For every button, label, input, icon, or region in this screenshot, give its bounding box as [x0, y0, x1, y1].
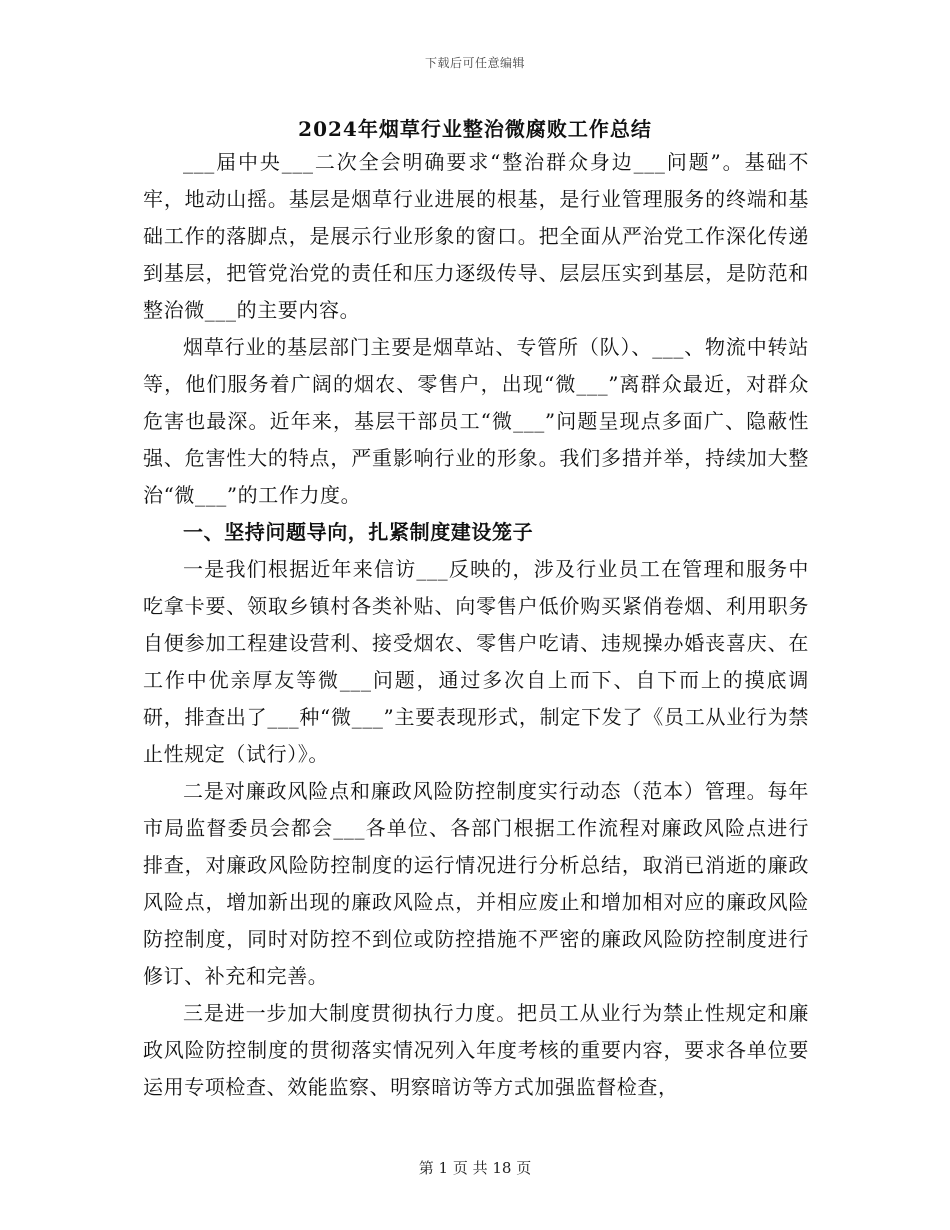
section-heading: 一、坚持问题导向，扎紧制度建设笼子 [183, 520, 534, 544]
paragraph-section-2: 二是对廉政风险点和廉政风险防控制度实行动态（范本）管理。每年市局监督委员会都会___各单位、各部门根据工作流程对廉政风险点进行排查，对廉政风险防控制度的运行情况进行分析总结，取消已消逝的廉政风险点，增加新出现的廉政风险点，并相应废止和增加相对应的廉政风险防控制度，同时对防控不到位或防控措施不严密的廉政风险防控制度进行修订、补充和完善。 [143, 779, 809, 988]
page-footer: 第 1 页 共 18 页 [418, 1159, 532, 1177]
paragraph-intro-1: ___届中央___二次全会明确要求“整治群众身边___问题”。基础不牢，地动山摇。基层是烟草行业进展的根基，是行业管理服务的终端和基础工作的落脚点，是展示行业形象的窗口。把全面从严治党工作深化传递到基层，把管党治党的责任和压力逐级传导、层层压实到基层，是防范和整治微___的主要内容。 [143, 150, 809, 322]
paragraph-intro-2: 烟草行业的基层部门主要是烟草站、专管所（队）、___、物流中转站等，他们服务着广阔的烟农、零售户，出现“微___”离群众最近，对群众危害也最深。近年来，基层干部员工“微___”问题呈现点多面广、隐蔽性强、危害性大的特点，严重影响行业的形象。我们多措并举，持续加大整治“微___”的工作力度。 [143, 335, 809, 507]
header-note: 下载后可任意编辑 [424, 56, 525, 70]
document-body [143, 144, 809, 1106]
paragraph-section-1: 一是我们根据近年来信访___反映的，涉及行业员工在管理和服务中吃拿卡要、领取乡镇村各类补贴、向零售户低价购买紧俏卷烟、利用职务自便参加工程建设营利、接受烟农、零售户吃请、违规操办婚丧喜庆、在工作中优亲厚友等微___问题，通过多次自上而下、自下而上的摸底调研，排查出了___种“微___”主要表现形式，制定下发了《员工从业行为禁止性规定（试行）》。 [143, 557, 809, 766]
paragraph-section-3: 三是进一步加大制度贯彻执行力度。把员工从业行为禁止性规定和廉政风险防控制度的贯彻落实情况列入年度考核的重要内容，要求各单位要运用专项检查、效能监察、明察暗访等方式加强监督检查， [143, 1001, 809, 1099]
document-title: 2024年烟草行业整治微腐败工作总结 [298, 117, 652, 141]
